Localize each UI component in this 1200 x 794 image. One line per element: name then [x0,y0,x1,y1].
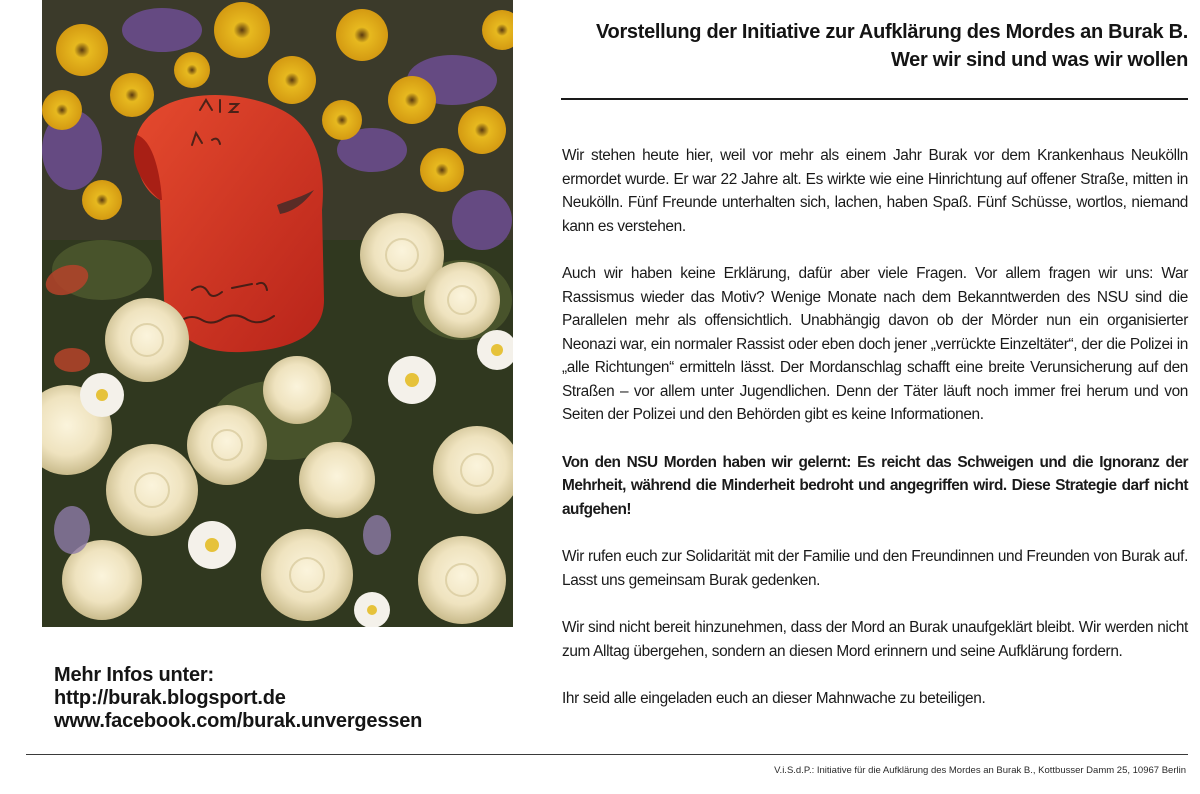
title-divider [561,98,1188,100]
flyer-body [562,144,1188,735]
facebook-link[interactable]: www.facebook.com/burak.unvergessen [54,710,423,732]
paragraph-intro: Wir stehen heute hier, weil vor mehr als einem Jahr Burak vor dem Krankenhaus Neukölln ermordet wurde. Er war 22 Jahre alt. Es wirkte wie eine Hinrichtung auf offener Straße, mitten in Neukölln. Fünf Freunde unterhalten sich, lachen, haben Spaß. Fünf Schüsse, wortlos, niemand kann es verstehen. [562,147,1188,235]
more-info-block [54,664,494,733]
paragraph-questions: Auch wir haben keine Erklärung, dafür aber viele Fragen. Vor allem fragen wir uns: War Rassismus wieder das Motiv? Wenige Monate nach dem Bekanntwerden des NSU sind die Parallelen mehr als offensichtlich. Unabhängig davon ob der Mörder nun ein organisierter Neonazi war, ein normaler Rassist oder eben doch jener „verrückte Einzeltäter“, der die Polizei in „alle Richtungen“ ermitteln lässt. Der Mordanschlag schafft eine breite Verunsicherung auf den Straßen – vor allem unter Jugendlichen. Denn der Täter läuft noch immer frei herum und von Seiten der Polizei und den Behörden gibt es keine Informationen. [562,265,1188,423]
footer-divider [26,754,1188,755]
blog-link[interactable]: http://burak.blogsport.de [54,687,286,709]
memorial-photo [42,0,513,627]
memorial-photo-illustration [42,0,513,627]
paragraph-solidarity: Wir rufen euch zur Solidarität mit der Familie und den Freundinnen und Freunden von Burak auf. Lasst uns gemeinsam Burak gedenken. [562,548,1188,589]
title-line-2: Wer wir sind und was wir wollen [890,49,1188,71]
paragraph-demand: Wir sind nicht bereit hinzunehmen, dass der Mord an Burak unaufgeklärt bleibt. Wir werden nicht zum Alltag übergehen, sondern an diesen Mord erinnern und seine Aufklärung fordern. [562,619,1188,660]
flyer-title [548,18,1188,74]
paragraph-invitation: Ihr seid alle eingeladen euch an dieser Mahnwache zu beteiligen. [562,690,986,707]
title-line-1: Vorstellung der Initiative zur Aufklärung des Mordes an Burak B. [595,21,1188,43]
paragraph-nsu-lesson: Von den NSU Morden haben wir gelernt: Es reicht das Schweigen und die Ignoranz der Mehrheit, während die Minderheit bedroht und angegriffen wird. Diese Strategie darf nicht aufgehen! [562,453,1188,518]
more-info-heading: Mehr Infos unter: [54,664,214,686]
imprint-footer: V.i.S.d.P.: Initiative für die Aufklärung des Mordes an Burak B., Kottbusser Damm 25, 10967 Berlin [774,765,1186,776]
